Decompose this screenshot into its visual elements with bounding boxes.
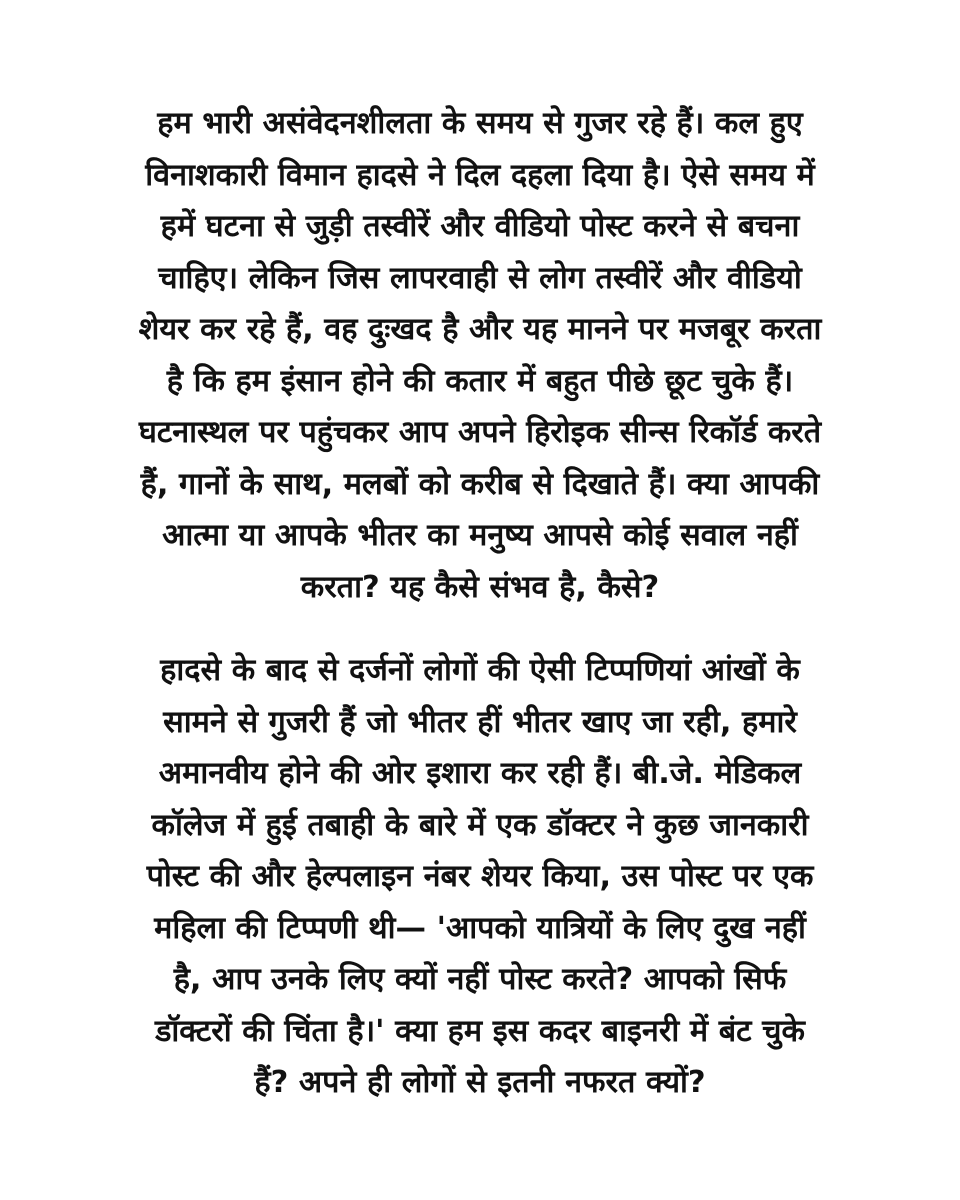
paragraph-line: डॉक्टरों की चिंता है।' क्या हम इस कदर बाइनरी में बंट चुके xyxy=(155,1013,805,1049)
paragraph-line: घटनास्थल पर पहुंचकर आप अपने हिरोइक सीन्स रिकॉर्ड करते xyxy=(138,415,822,450)
paragraph-line: हैं, गानों के साथ, मलबों को करीब से दिखाते हैं। क्या आपकी xyxy=(140,466,820,502)
paragraph-line: करता? यह कैसे संभव है, कैसे? xyxy=(300,569,660,605)
paragraph-line: चाहिए। लेकिन जिस लापरवाही से लोग तस्वीरें और वीडियो xyxy=(158,260,802,296)
paragraph-1 xyxy=(80,98,880,613)
paragraph-line: हादसे के बाद से दर्जनों लोगों की ऐसी टिप्पणियां आंखों के xyxy=(160,653,800,688)
paragraph-line: है कि हम इंसान होने की कतार में बहुत पीछे छूट चुके हैं। xyxy=(166,363,794,399)
paragraph-2 xyxy=(80,645,880,1109)
paragraph-line: महिला की टिप्पणी थी— 'आपको यात्रियों के लिए दुख नहीं xyxy=(154,910,806,946)
paragraph-line: हम भारी असंवेदनशीलता के समय से गुजर रहे हैं। कल हुए xyxy=(157,106,803,141)
paragraph-line: कॉलेज में हुई तबाही के बारे में एक डॉक्टर ने कुछ जानकारी xyxy=(151,807,809,843)
paragraph-line: सामने से गुजरी हैं जो भीतर हीं भीतर खाए जा रही, हमारे xyxy=(163,704,797,740)
paragraph-line: विनाशकारी विमान हादसे ने दिल दहला दिया है। ऐसे समय में xyxy=(145,157,815,193)
paragraph-line: शेयर कर रहे हैं, वह दुःखद है और यह मानने पर मजबूर करता xyxy=(138,312,822,347)
paragraph-line: अमानवीय होने की ओर इशारा कर रही हैं। बी.जे. मेडिकल xyxy=(158,756,802,791)
paragraph-line: है, आप उनके लिए क्यों नहीं पोस्ट करते? आपको सिर्फ xyxy=(173,962,787,997)
paragraph-line: हमें घटना से जुड़ी तस्वीरें और वीडियो पोस्ट करने से बचना xyxy=(160,209,800,244)
paragraph-line: हैं? अपने ही लोगों से इतनी नफरत क्यों? xyxy=(254,1065,706,1100)
paragraph-line: पोस्ट की और हेल्पलाइन नंबर शेयर किया, उस पोस्ट पर एक xyxy=(146,859,814,894)
paragraph-line: आत्मा या आपके भीतर का मनुष्य आपसे कोई सवाल नहीं xyxy=(162,518,798,553)
